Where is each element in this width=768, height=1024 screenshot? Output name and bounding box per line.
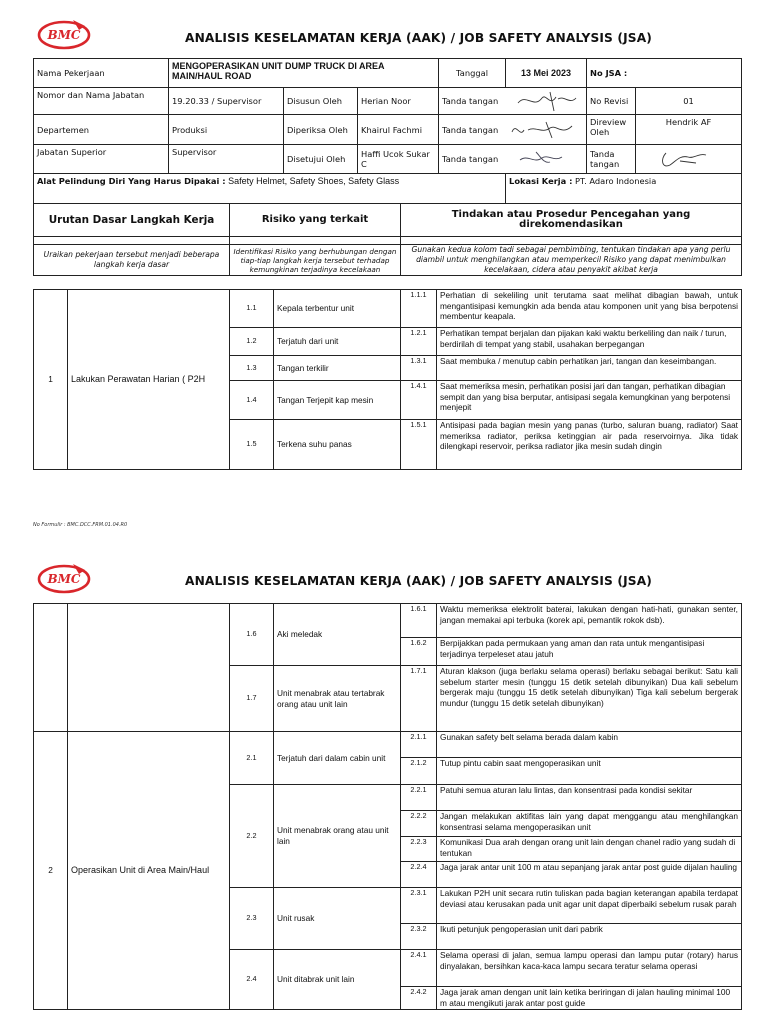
action-code: 2.2.1: [401, 785, 437, 811]
step-label: Lakukan Perawatan Harian ( P2H: [68, 290, 230, 470]
tanda-tangan-label-4: Tanda tangan: [587, 145, 636, 174]
form-number: No Formulir : BMC.DCC.FRM.01.04.R0: [33, 522, 128, 528]
risk-number: 1.2: [230, 328, 274, 356]
column-header-risks: Risiko yang terkait: [230, 204, 401, 237]
action-text: Berpijakkan pada permukaan yang aman dan rata untuk mengantisipasi terjadinya terpeleset atau jatuh: [437, 638, 742, 666]
risk-number: 1.7: [230, 666, 274, 732]
action-code: 2.2.3: [401, 837, 437, 862]
risk-label: Unit rusak: [274, 888, 401, 950]
no-jsa-label: No JSA :: [587, 59, 742, 88]
apd-value: Safety Helmet, Safety Shoes, Safety Glass: [228, 176, 400, 186]
action-code: 1.3.1: [401, 356, 437, 381]
action-code: 1.4.1: [401, 381, 437, 420]
action-text: Perhatikan tempat berjalan dan pijakan kaki waktu berkeliling dan naik / turun, berdirilah di tempat yang stabil, usahakan berpegangan: [437, 328, 742, 356]
signature-1: [506, 88, 587, 115]
risk-number: 1.5: [230, 420, 274, 470]
action-text: Antisipasi pada bagian mesin yang panas (turbo, saluran buang, radiator) Saat memeriksa radiator, periksa ketinggian air pada reservoirnya. Jika tidak dilengkapi reservoir, periksa radiator jika mesin sudah dingin: [437, 420, 742, 470]
action-text: Perhatian di sekeliling unit terutama saat melihat dibagian bawah, untuk mengantisipasi kemungkin ada benda atau komponen unit yang bisa berpotensi membentur keapala.: [437, 290, 742, 328]
column-header-actions: Tindakan atau Prosedur Pencegahan yang direkomendasikan: [401, 204, 742, 237]
step-label: Operasikan Unit di Area Main/Haul: [68, 732, 230, 1010]
risk-label: Aki meledak: [274, 604, 401, 666]
signature-3: [506, 145, 587, 174]
risk-label: Terkena suhu panas: [274, 420, 401, 470]
action-text: Lakukan P2H unit secara rutin tuliskan pada bagian keterangan apabila terdapat deviasi atau kerusakan pada unit agar unit dapat diperbaiki sebelum rusak parah: [437, 888, 742, 924]
departemen-value: Produksi: [169, 115, 284, 145]
departemen-label: Departemen: [34, 115, 169, 145]
page-title: ANALISIS KESELAMATAN KERJA (AAK) / JOB SAFETY ANALYSIS (JSA): [185, 574, 653, 588]
disusun-label: Disusun Oleh: [284, 88, 358, 115]
action-text: Waktu memeriksa elektrolit baterai, lakukan dengan hati-hati, gunakan senter, jangan memakai api terbuka (korek api, pemantik rokok dsb).: [437, 604, 742, 638]
action-text: Tutup pintu cabin saat mengoperasikan unit: [437, 758, 742, 785]
tanggal-label: Tanggal: [439, 59, 506, 88]
risk-number: 2.3: [230, 888, 274, 950]
disusun-value: Herian Noor: [358, 88, 439, 115]
lokasi-label: Lokasi Kerja :: [509, 176, 573, 186]
action-text: Selama operasi di jalan, semua lampu operasi dan lampu putar (rotary) harus dinyalakan, bersihkan kaca-kaca lampu secara teratur selama operasi: [437, 950, 742, 987]
disetujui-value: Haffi Ucok Sukar C: [358, 145, 439, 174]
risk-label: Terjatuh dari dalam cabin unit: [274, 732, 401, 785]
action-text: Saat membuka / menutup cabin perhatikan jari, tangan dan keseimbangan.: [437, 356, 742, 381]
column-desc-steps: Uraikan pekerjaan tersebut menjadi beberapa langkah kerja dasar: [34, 245, 230, 276]
risk-number: 1.6: [230, 604, 274, 666]
direview-value: Hendrik AF: [636, 115, 742, 145]
action-text: Komunikasi Dua arah dengan orang unit lain dengan chanel radio yang sudah di tentukan: [437, 837, 742, 862]
action-text: Jaga jarak antar unit 100 m atau sepanjang jarak antar post guide dijalan hauling: [437, 862, 742, 888]
nomor-jabatan-label: Nomor dan Nama Jabatan: [34, 88, 169, 115]
risk-label: Tangan Terjepit kap mesin: [274, 381, 401, 420]
jabatan-superior-value: Supervisor: [169, 145, 284, 174]
action-text: Saat memeriksa mesin, perhatikan posisi jari dan tangan, perhatikan dibagian sempit dan yang bisa berputar, antisipasi segala kemungkinan yang berpotensi menjepit: [437, 381, 742, 420]
action-text: Gunakan safety belt selama berada dalam kabin: [437, 732, 742, 758]
header-table: [33, 58, 742, 204]
step-2-table: [33, 603, 742, 1010]
action-code: 1.5.1: [401, 420, 437, 470]
risk-label: Kepala terbentur unit: [274, 290, 401, 328]
company-logo: [33, 560, 95, 596]
tanda-tangan-label-1: Tanda tangan: [439, 88, 506, 115]
step-number: 1: [34, 290, 68, 470]
nomor-jabatan-value: 19.20.33 / Supervisor: [169, 88, 284, 115]
logo-text: BMC: [47, 572, 81, 586]
action-code: 2.4.1: [401, 950, 437, 987]
risk-label: Terjatuh dari unit: [274, 328, 401, 356]
risk-number: 1.3: [230, 356, 274, 381]
risk-label: Unit ditabrak unit lain: [274, 950, 401, 1010]
risk-number: 2.4: [230, 950, 274, 1010]
action-text: Aturan klakson (juga berlaku selama operasi) berlaku sebagai berikut: Satu kali sebelum starter mesin (tunggu 15 detik setelah dibunyikan) Dua kali sebelum bergerak maju (tunggu 15 detik setelah dibunyikan) Tiga kali sebelum bergerak mundur (tunggu 15 detik setelah dibunyikan): [437, 666, 742, 732]
column-header-table: [33, 203, 742, 276]
logo-text: BMC: [47, 28, 81, 42]
apd-label: Alat Pelindung Diri Yang Harus Dipakai :: [37, 176, 226, 186]
tanda-tangan-label-3: Tanda tangan: [439, 145, 506, 174]
action-code: 2.3.1: [401, 888, 437, 924]
nama-pekerjaan-label: Nama Pekerjaan: [34, 59, 169, 88]
action-code: 1.6.2: [401, 638, 437, 666]
no-revisi-value: 01: [636, 88, 742, 115]
risk-label: Tangan terkilir: [274, 356, 401, 381]
action-code: 2.1.1: [401, 732, 437, 758]
risk-number: 2.2: [230, 785, 274, 888]
action-text: Ikuti petunjuk pengoperasian unit dari pabrik: [437, 924, 742, 950]
action-code: 1.7.1: [401, 666, 437, 732]
action-code: 2.3.2: [401, 924, 437, 950]
risk-number: 2.1: [230, 732, 274, 785]
step-number: 2: [34, 732, 68, 1010]
action-code: 1.1.1: [401, 290, 437, 328]
action-text: Jangan melakukan aktifitas lain yang dapat menggangu atau menghilangkan konsentrasi selama mengoperasikan unit: [437, 811, 742, 837]
company-logo: [33, 16, 95, 52]
action-code: 2.2.4: [401, 862, 437, 888]
nama-pekerjaan-value: MENGOPERASIKAN UNIT DUMP TRUCK DI AREA MAIN/HAUL ROAD: [169, 59, 439, 88]
disetujui-label: Disetujui Oleh: [284, 145, 358, 174]
column-desc-risks: Identifikasi Risiko yang berhubungan dengan tiap-tiap langkah kerja tersebut terhadap kemungkinan terjadinya kecelakaan: [230, 245, 401, 276]
signature-2: [506, 115, 587, 145]
risk-number: 1.1: [230, 290, 274, 328]
risk-number: 1.4: [230, 381, 274, 420]
lokasi-value: PT. Adaro Indonesia: [574, 176, 657, 186]
tanggal-value: 13 Mei 2023: [506, 59, 587, 88]
risk-label: Unit menabrak atau tertabrak orang atau unit lain: [274, 666, 401, 732]
signature-4: [636, 145, 742, 174]
direview-label: Direview Oleh: [587, 115, 636, 145]
diperiksa-label: Diperiksa Oleh: [284, 115, 358, 145]
column-desc-actions: Gunakan kedua kolom tadi sebagai pembimbing, tentukan tindakan apa yang perlu diambil untuk menghilangkan atau memperkecil Risiko yang dapat menimbulkan kecelakaan, cidera atau penyakit akibat kerja: [401, 245, 742, 276]
action-text: Patuhi semua aturan lalu lintas, dan konsentrasi pada kondisi sekitar: [437, 785, 742, 811]
page-title: ANALISIS KESELAMATAN KERJA (AAK) / JOB SAFETY ANALYSIS (JSA): [185, 31, 653, 45]
jabatan-superior-label: Jabatan Superior: [34, 145, 169, 174]
no-revisi-label: No Revisi: [587, 88, 636, 115]
column-header-steps: Urutan Dasar Langkah Kerja: [34, 204, 230, 237]
risk-label: Unit menabrak orang atau unit lain: [274, 785, 401, 888]
action-code: 1.6.1: [401, 604, 437, 638]
diperiksa-value: Khairul Fachmi: [358, 115, 439, 145]
tanda-tangan-label-2: Tanda tangan: [439, 115, 506, 145]
action-text: Jaga jarak aman dengan unit lain ketika beriringan di jalan hauling minimal 100 m atau mengikuti jarak antar post guide: [437, 987, 742, 1010]
action-code: 2.2.2: [401, 811, 437, 837]
action-code: 1.2.1: [401, 328, 437, 356]
action-code: 2.1.2: [401, 758, 437, 785]
action-code: 2.4.2: [401, 987, 437, 1010]
step-1-table: [33, 289, 742, 470]
